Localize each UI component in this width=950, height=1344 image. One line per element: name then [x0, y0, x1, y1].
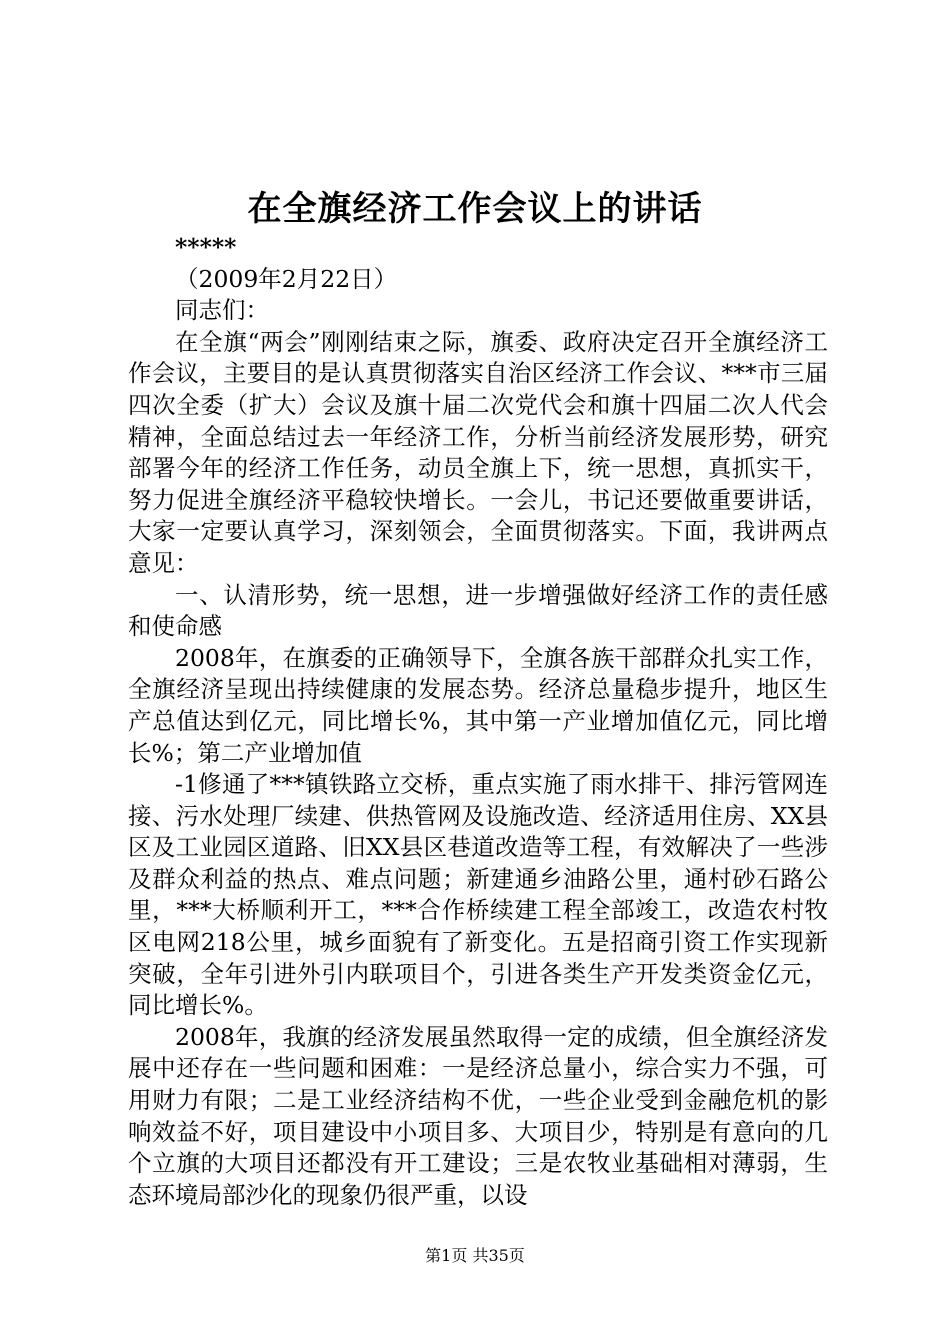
salutation-line: 同志们：: [175, 296, 269, 325]
document-title: 在全旗经济工作会议上的讲话: [247, 189, 703, 229]
document-body: [128, 232, 828, 1211]
paragraph-3: -1修通了***镇铁路立交桥，重点实施了雨水排干、排污管网连接、污水处理厂续建、供热管网及设施改造、经济适用住房、XX县区及工业园区道路、旧XX县区巷道改造等工程，有效解决了一些涉及群众利益的热点、难点问题；新建通乡油路公里，通村砂石路公里，***大桥顺利开工，***合作桥续建工程全部竣工，改造农村牧区电网218公里，城乡面貌有了新变化。五是招商引资工作实现新突破，全年引进外引内联项目个，引进各类生产开发类资金亿元，同比增长%。: [128, 770, 828, 1020]
section-heading-1: 一、认清形势，统一思想，进一步增强做好经济工作的责任感和使命感: [128, 580, 828, 641]
paragraph-1: 在全旗“两会”刚刚结束之际，旗委、政府决定召开全旗经济工作会议，主要目的是认真贯彻落实自治区经济工作会议、***市三届四次全委（扩大）会议及旗十届二次党代会和旗十四届二次人代会精神，全面总结过去一年经济工作，分析当前经济发展形势，研究部署今年的经济工作任务，动员全旗上下，统一思想，真抓实干，努力促进全旗经济平稳较快增长。一会儿，书记还要做重要讲话，大家一定要认真学习，深刻领会，全面贯彻落实。下面，我讲两点意见：: [128, 327, 828, 577]
paragraph-4: 2008年，我旗的经济发展虽然取得一定的成绩，但全旗经济发展中还存在一些问题和困难：一是经济总量小，综合实力不强，可用财力有限；二是工业经济结构不优，一些企业受到金融危机的影响效益不好，项目建设中小项目多、大项目少，特别是有意向的几个立旗的大项目还都没有开工建设；三是农牧业基础相对薄弱，生态环境局部沙化的现象仍很严重，以设: [128, 1022, 828, 1209]
page-footer: 第1页 共35页: [425, 1246, 525, 1265]
author-line: *****: [175, 233, 237, 261]
paragraph-2: 2008年，在旗委的正确领导下，全旗各族干部群众扎实工作，全旗经济呈现出持续健康的发展态势。经济总量稳步提升，地区生产总值达到亿元，同比增长%，其中第一产业增加值亿元，同比增长%；第二产业增加值: [128, 643, 828, 767]
date-line: （2009年2月22日）: [175, 264, 398, 293]
